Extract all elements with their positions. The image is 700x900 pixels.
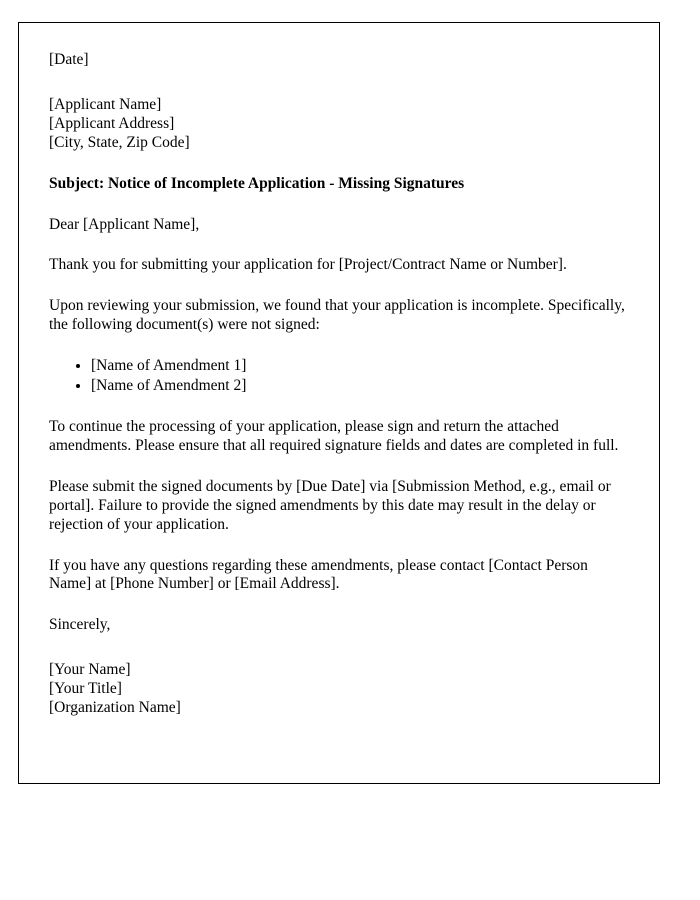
recipient-name: [Applicant Name] [49,95,162,113]
subject-line: Subject: Notice of Incomplete Application - Missing Signatures [49,174,465,192]
recipient-address: [Applicant Address] [49,114,175,132]
salutation: Dear [Applicant Name], [49,215,200,233]
list-item: • [Name of Amendment 1] [91,357,625,376]
paragraph-contact: If you have any questions regarding these amendments, please contact [Contact Person Name] at [Phone Number] or [Email Address]. [49,556,588,593]
recipient-city-state-zip: [City, State, Zip Code] [49,133,190,151]
sender-title: [Your Title] [49,680,122,698]
paragraph-incomplete-notice: Upon reviewing your submission, we found that your application is incomplete. Specifically, the following document(s) were not signed: [49,297,625,334]
letter-body [19,23,659,718]
paragraph-thank-you: Thank you for submitting your application for [Project/Contract Name or Number]. [49,256,567,274]
sender-name: [Your Name] [49,661,131,679]
list-item: • [Name of Amendment 2] [91,377,625,396]
document-page [18,22,660,784]
sign-off: Sincerely, [49,616,111,634]
date-line: [Date] [49,51,89,68]
recipient-address-block [49,96,625,153]
paragraph-due-date: Please submit the signed documents by [Due Date] via [Submission Method, e.g., email or portal]. Failure to provide the signed amendments by this date may result in the delay or rejection of your application. [49,477,611,533]
paragraph-sign-and-return: To continue the processing of your application, please sign and return the attached amendments. Please ensure that all required signature fields and dates are completed in full. [49,417,619,454]
unsigned-documents-list [49,357,625,396]
sender-organization: [Organization Name] [49,699,181,717]
signature-block [49,661,625,718]
